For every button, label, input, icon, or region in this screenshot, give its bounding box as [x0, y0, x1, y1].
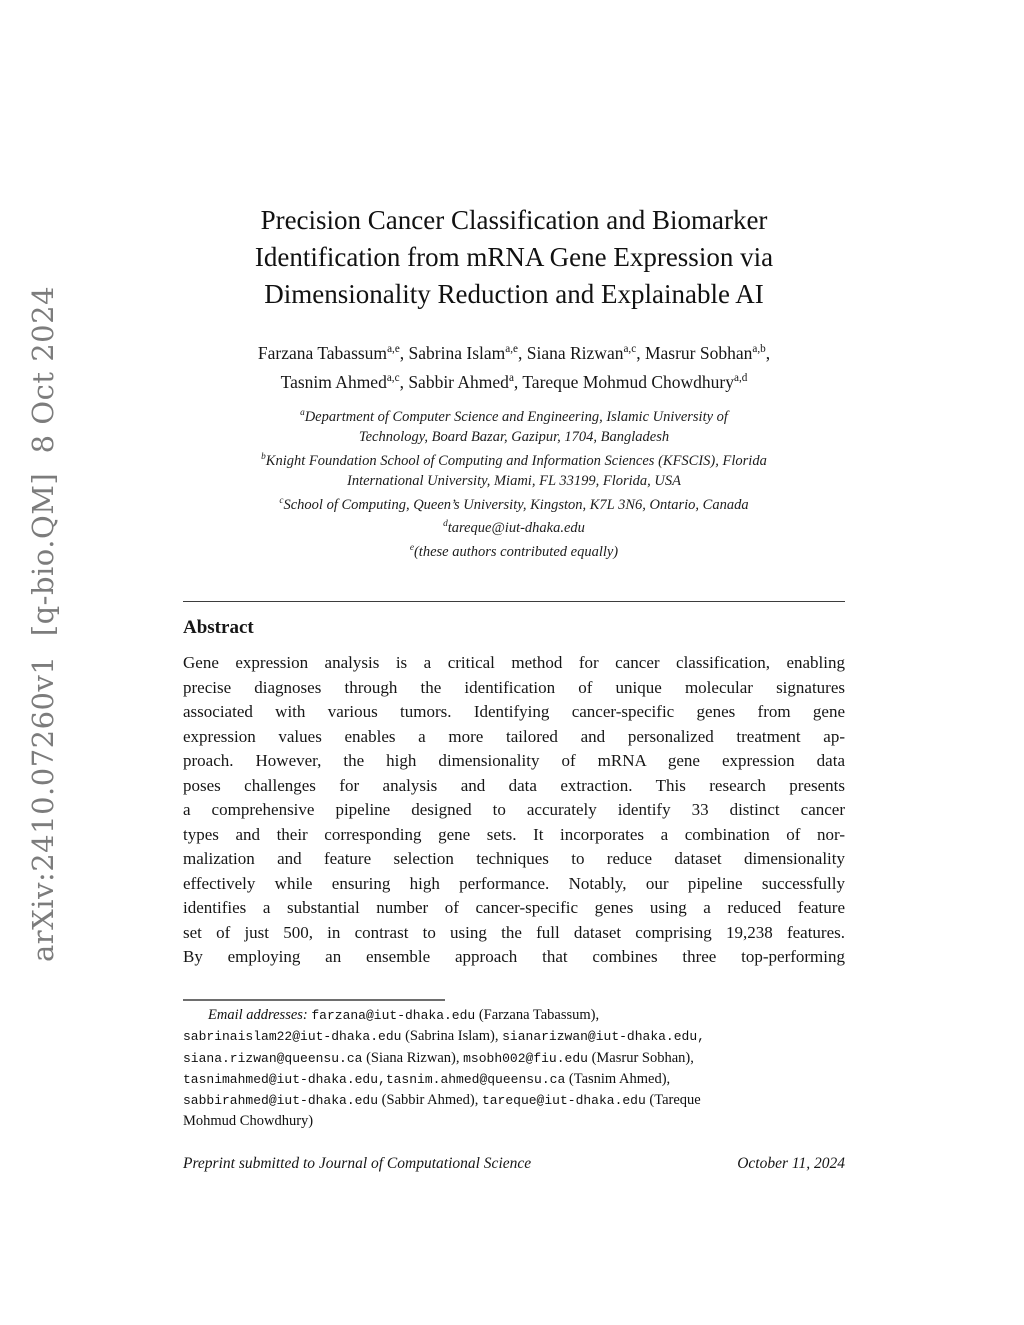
- text-segment: siana.rizwan@queensu.ca: [183, 1050, 363, 1066]
- text-segment: , Sabrina Islam: [399, 342, 506, 363]
- text-segment: sabrinaislam22@iut-dhaka.edu: [183, 1029, 402, 1045]
- affiliation-list: [183, 403, 845, 562]
- text-segment: Tasnim Ahmed: [280, 371, 387, 392]
- superscript-label: a,e: [387, 343, 400, 355]
- superscript-label: b: [261, 451, 266, 462]
- abstract-line: set of just 500, in contrast to using the full dataset comprising 19,238 features.: [183, 922, 845, 942]
- abstract-line: expression values enables a more tailored and personalized treatment ap-: [183, 726, 845, 746]
- affiliation-line: [183, 471, 845, 491]
- footnote-rule: [183, 999, 445, 1001]
- footnote-line: [183, 1026, 845, 1047]
- abstract-top-rule: [183, 601, 845, 602]
- abstract-line: Gene expression analysis is a critical method for cancer classification, enabling: [183, 653, 845, 672]
- text-segment: Mohmud Chowdhury): [183, 1113, 314, 1130]
- text-segment: , Sabbir Ahmed: [399, 371, 509, 392]
- affiliation-line: [183, 427, 845, 447]
- text-segment: Farzana Tabassum: [257, 342, 388, 363]
- text-segment: School of Computing, Queen’s University, Kingston, K7L 3N6, Ontario, Canada: [283, 496, 749, 513]
- affiliation-line: [183, 514, 845, 538]
- arxiv-watermark: arXiv:2410.07260v1 [q-bio.QM] 8 Oct 2024: [26, 285, 60, 962]
- affiliation-line: [183, 538, 845, 562]
- text-segment: (Masrur Sobhan),: [587, 1049, 694, 1066]
- paper-title: [183, 202, 845, 313]
- abstract-line: effectively while ensuring high performance. Notably, our pipeline successfully: [183, 873, 845, 893]
- superscript-label: a,c: [386, 371, 400, 384]
- footnote-line: [183, 1069, 845, 1090]
- text-segment: (Farzana Tabassum),: [475, 1007, 600, 1023]
- text-segment: Department of Computer Science and Engineering, Islamic University of: [304, 408, 728, 425]
- superscript-label: a: [508, 371, 514, 384]
- author-line: [183, 337, 845, 366]
- superscript-label: a: [300, 408, 305, 418]
- text-segment: msobh002@fiu.edu: [463, 1050, 588, 1066]
- text-segment: (Tasnim Ahmed),: [565, 1070, 671, 1087]
- text-segment: (Siana Rizwan),: [362, 1049, 464, 1066]
- page-footer: [183, 1155, 845, 1173]
- title-line: Identification from mRNA Gene Expression via: [254, 242, 774, 272]
- superscript-label: a,c: [623, 343, 637, 355]
- abstract-line: precise diagnoses through the identification of unique molecular signatures: [183, 677, 845, 697]
- author-line: [183, 366, 845, 395]
- footer-preprint-note: Preprint submitted to Journal of Computational Science: [183, 1155, 532, 1172]
- text-segment: sabbirahmed@iut-dhaka.edu: [183, 1093, 379, 1109]
- affiliation-line: [183, 491, 845, 515]
- paper-page: [183, 0, 845, 1325]
- title-line: Precision Cancer Classification and Biomarker: [260, 205, 768, 235]
- affiliation-line: [183, 447, 845, 471]
- text-segment: International University, Miami, FL 33199, Florida, USA: [346, 472, 682, 489]
- superscript-label: e: [409, 543, 414, 554]
- superscript-label: c: [279, 495, 284, 506]
- abstract-line: By employing an ensemble approach that combines three top-performing: [183, 947, 845, 966]
- abstract-line: identifies a substantial number of cancer-specific genes using a reduced feature: [183, 898, 845, 917]
- text-segment: (Sabbir Ahmed),: [378, 1092, 482, 1109]
- affiliation-line: [183, 403, 845, 427]
- text-segment: ,: [765, 342, 771, 363]
- abstract-line: associated with various tumors. Identifying cancer-specific genes from gene: [183, 702, 845, 721]
- text-segment: tareque@iut-dhaka.edu: [481, 1093, 646, 1109]
- footer-date: October 11, 2024: [737, 1155, 845, 1172]
- text-segment: , Masrur Sobhan: [636, 342, 753, 363]
- text-segment: (Sabrina Islam),: [401, 1028, 503, 1045]
- superscript-label: a,d: [734, 371, 748, 384]
- abstract-line: proach. However, the high dimensionality of mRNA gene expression data: [183, 751, 845, 770]
- superscript-label: a,e: [505, 343, 518, 355]
- author-list: [183, 337, 845, 395]
- text-segment: tasnimahmed@iut-dhaka.edu,tasnim.ahmed@queensu.ca: [183, 1071, 566, 1087]
- footnote-line: [183, 1048, 845, 1069]
- abstract-line: poses challenges for analysis and data extraction. This research presents: [183, 775, 845, 795]
- abstract-text: [183, 651, 845, 970]
- text-segment: , Siana Rizwan: [518, 342, 624, 363]
- text-segment: sianarizwan@iut-dhaka.edu,: [502, 1029, 705, 1045]
- footnote-emails: [183, 1005, 845, 1132]
- title-line: Dimensionality Reduction and Explainable AI: [264, 279, 764, 309]
- text-segment: (Tareque: [645, 1092, 701, 1109]
- abstract-line: types and their corresponding gene sets. It incorporates a combination of nor-: [183, 824, 845, 844]
- abstract-heading: Abstract: [183, 617, 254, 638]
- text-segment: farzana@iut-dhaka.edu: [311, 1008, 476, 1023]
- superscript-label: a,b: [752, 343, 766, 355]
- abstract-line: malization and feature selection techniques to reduce dataset dimensionality: [183, 849, 845, 868]
- text-segment: tareque@iut-dhaka.edu: [447, 520, 585, 537]
- footnote-line: [183, 1090, 845, 1111]
- text-segment: , Tareque Mohmud Chowdhury: [513, 371, 734, 392]
- superscript-label: d: [443, 519, 448, 530]
- text-segment: Technology, Board Bazar, Gazipur, 1704, Bangladesh: [358, 428, 670, 445]
- abstract-line: a comprehensive pipeline designed to accurately identify 33 distinct cancer: [183, 800, 845, 819]
- text-segment: Knight Foundation School of Computing and Information Sciences (KFSCIS), Florida: [265, 452, 767, 469]
- text-segment: (these authors contributed equally): [413, 544, 619, 561]
- footnote-line: [183, 1111, 845, 1131]
- footnote-line: [183, 1005, 845, 1026]
- text-segment: Email addresses:: [208, 1007, 312, 1023]
